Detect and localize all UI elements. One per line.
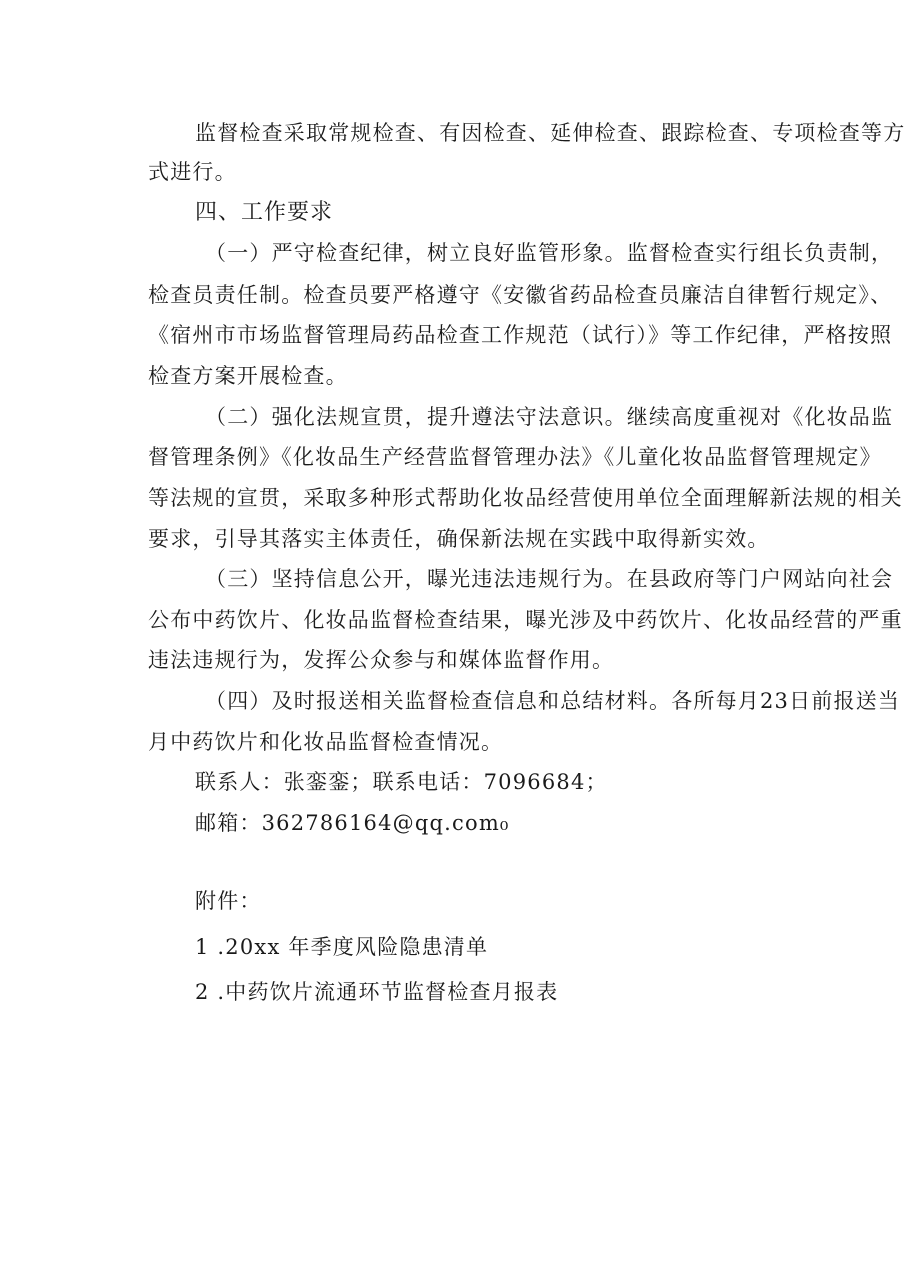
- intro-line-2: 式进行。: [148, 160, 237, 184]
- item-1-line-4: 检查方案开展检查。: [148, 364, 348, 388]
- intro-line-1: 监督检查采取常规检查、有因检查、延伸检查、跟踪检查、专项检查等方: [195, 121, 906, 145]
- item-2-line-3: 等法规的宣贯，采取多种形式帮助化妆品经营使用单位全面理解新法规的相关: [148, 486, 903, 510]
- item-4-line-2: 月中药饮片和化妆品监督检查情况。: [148, 730, 504, 754]
- item-2-line-4: 要求，引导其落实主体责任，确保新法规在实践中取得新实效。: [148, 527, 770, 551]
- item-3-line-1: （三）坚持信息公开，曝光违法违规行为。在县政府等门户网站向社会: [205, 567, 894, 591]
- attachment-item-1: 1 .20xx 年季度风险隐患清单: [195, 935, 489, 959]
- attachments-label: 附件：: [195, 889, 262, 913]
- item-2-line-2: 督管理条例》《化妆品生产经营监督管理办法》《儿童化妆品监督管理规定》: [148, 445, 882, 469]
- item-3-line-3: 违法违规行为，发挥公众参与和媒体监督作用。: [148, 648, 615, 672]
- item-4-line-1: （四）及时报送相关监督检查信息和总结材料。各所每月23日前报送当: [205, 689, 901, 713]
- item-3-line-2: 公布中药饮片、化妆品监督检查结果，曝光涉及中药饮片、化妆品经营的严重: [148, 608, 903, 632]
- email-line: 邮箱：362786164@qq.com₀: [195, 811, 510, 835]
- item-1-line-1: （一）严守检查纪律，树立良好监管形象。监督检查实行组长负责制，: [205, 241, 894, 265]
- item-2-line-1: （二）强化法规宣贯，提升遵法守法意识。继续高度重视对《化妆品监: [205, 405, 894, 429]
- section-heading: 四、工作要求: [195, 200, 334, 225]
- item-1-line-3: 《宿州市市场监督管理局药品检查工作规范（试行）》等工作纪律，严格按照: [148, 323, 893, 347]
- attachment-item-2: 2 .中药饮片流通环节监督检查月报表: [195, 980, 559, 1004]
- contact-line: 联系人：张銮銮；联系电话：7096684；: [195, 770, 608, 794]
- item-1-line-2: 检查员责任制。检查员要严格遵守《安徽省药品检查员廉洁自律暂行规定》、: [148, 283, 893, 307]
